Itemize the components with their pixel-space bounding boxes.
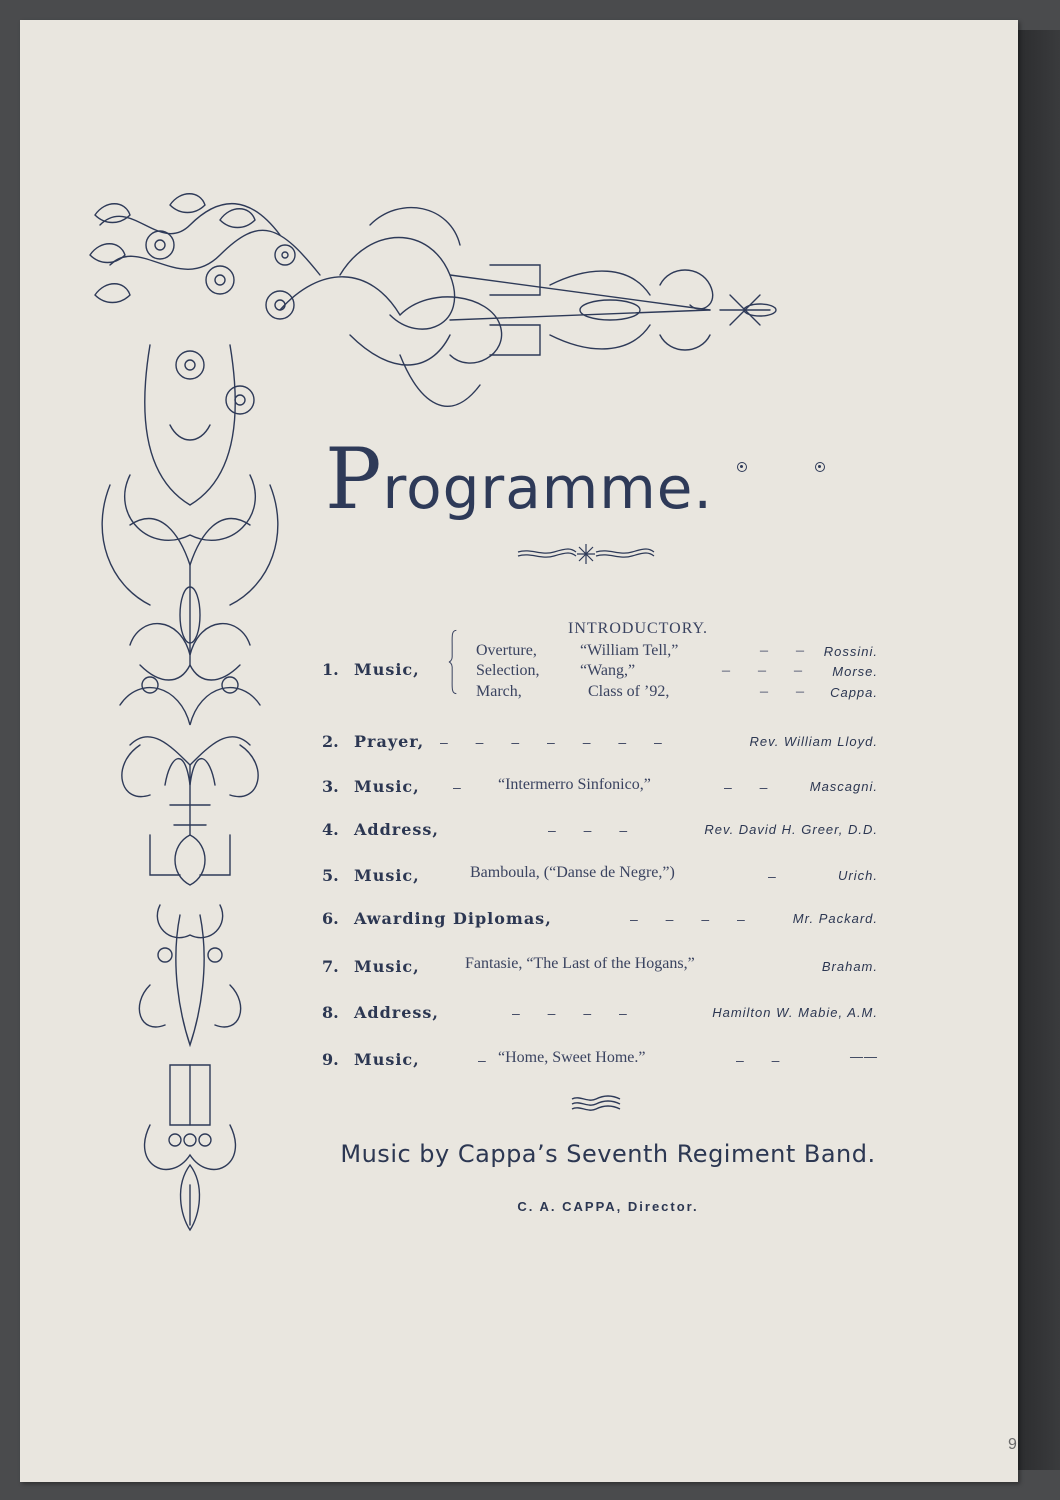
item-number: 5. — [322, 866, 339, 885]
intro-composer: Cappa. — [830, 685, 878, 700]
director-credit: C. A. CAPPA, Director. — [517, 1199, 699, 1214]
ornament-dot-left — [737, 462, 747, 472]
intro-kind: Selection, — [476, 662, 540, 679]
item-credit: Braham. — [821, 959, 878, 974]
intro-kind: Overture, — [476, 642, 537, 659]
leader-dashes: – – – – — [512, 1005, 639, 1021]
intro-brace — [448, 624, 458, 700]
item-number: 4. — [322, 820, 339, 839]
intro-piece: “Wang,” — [580, 662, 636, 679]
page-number: 9 — [1008, 1436, 1017, 1453]
item-credit: Urich. — [838, 868, 878, 883]
item-label: Music, — [354, 660, 420, 679]
item-credit: —— — [850, 1049, 878, 1064]
item-credit: Rev. David H. Greer, D.D. — [704, 822, 878, 837]
item-number: 9. — [322, 1050, 339, 1069]
item-description: Bamboula, (“Danse de Negre,”) — [470, 864, 675, 881]
item-label: Music, — [354, 777, 420, 796]
leader-dashes: – — [768, 868, 788, 884]
intro-composer: Morse. — [832, 664, 878, 679]
item-label: Awarding Diplomas, — [354, 909, 552, 928]
item-number: 2. — [322, 732, 339, 751]
item-credit: Mascagni. — [809, 779, 878, 794]
intro-piece: “William Tell,” — [580, 642, 679, 659]
leader-dashes: – – — [736, 1052, 792, 1068]
item-description: “Intermerro Sinfonico,” — [498, 776, 651, 793]
item-credit: Mr. Packard. — [792, 911, 878, 926]
star-divider-top — [516, 542, 656, 566]
leader-dashes: – — [478, 1052, 498, 1068]
item-label: Music, — [354, 1050, 420, 1069]
intro-heading: INTRODUCTORY. — [568, 620, 708, 637]
leader-dashes: – — [453, 779, 473, 795]
intro-piece: Class of ’92, — [588, 683, 670, 700]
intro-dash: – – – — [722, 662, 814, 679]
item-label: Address, — [354, 820, 439, 839]
item-credit: Rev. William Lloyd. — [749, 734, 878, 749]
intro-dash: – – — [760, 642, 816, 659]
item-label: Music, — [354, 957, 420, 976]
ornament-dot-right — [815, 462, 825, 472]
item-label: Address, — [354, 1003, 439, 1022]
item-number: 1. — [322, 660, 339, 679]
item-description: Fantasie, “The Last of the Hogans,” — [465, 955, 695, 972]
intro-dash: – – — [760, 683, 816, 700]
page-title: Programme. — [325, 430, 713, 528]
background-board — [1018, 30, 1060, 1470]
item-label: Prayer, — [354, 732, 425, 751]
item-number: 6. — [322, 909, 339, 928]
floral-ornament-border — [70, 185, 790, 1265]
intro-kind: March, — [476, 683, 522, 700]
intro-composer: Rossini. — [823, 644, 878, 659]
item-number: 8. — [322, 1003, 339, 1022]
band-credit: Music by Cappa’s Seventh Regiment Band. — [340, 1140, 876, 1168]
item-credit: Hamilton W. Mabie, A.M. — [712, 1005, 878, 1020]
item-description: “Home, Sweet Home.” — [498, 1049, 646, 1066]
leader-dashes: – – – – — [630, 911, 757, 927]
item-label: Music, — [354, 866, 420, 885]
wave-divider-bottom — [570, 1094, 622, 1112]
leader-dashes: – – – — [548, 822, 640, 838]
item-number: 7. — [322, 957, 339, 976]
leader-dashes: – – — [724, 779, 780, 795]
leader-dashes: – – – – – – – — [440, 734, 674, 750]
item-number: 3. — [322, 777, 339, 796]
